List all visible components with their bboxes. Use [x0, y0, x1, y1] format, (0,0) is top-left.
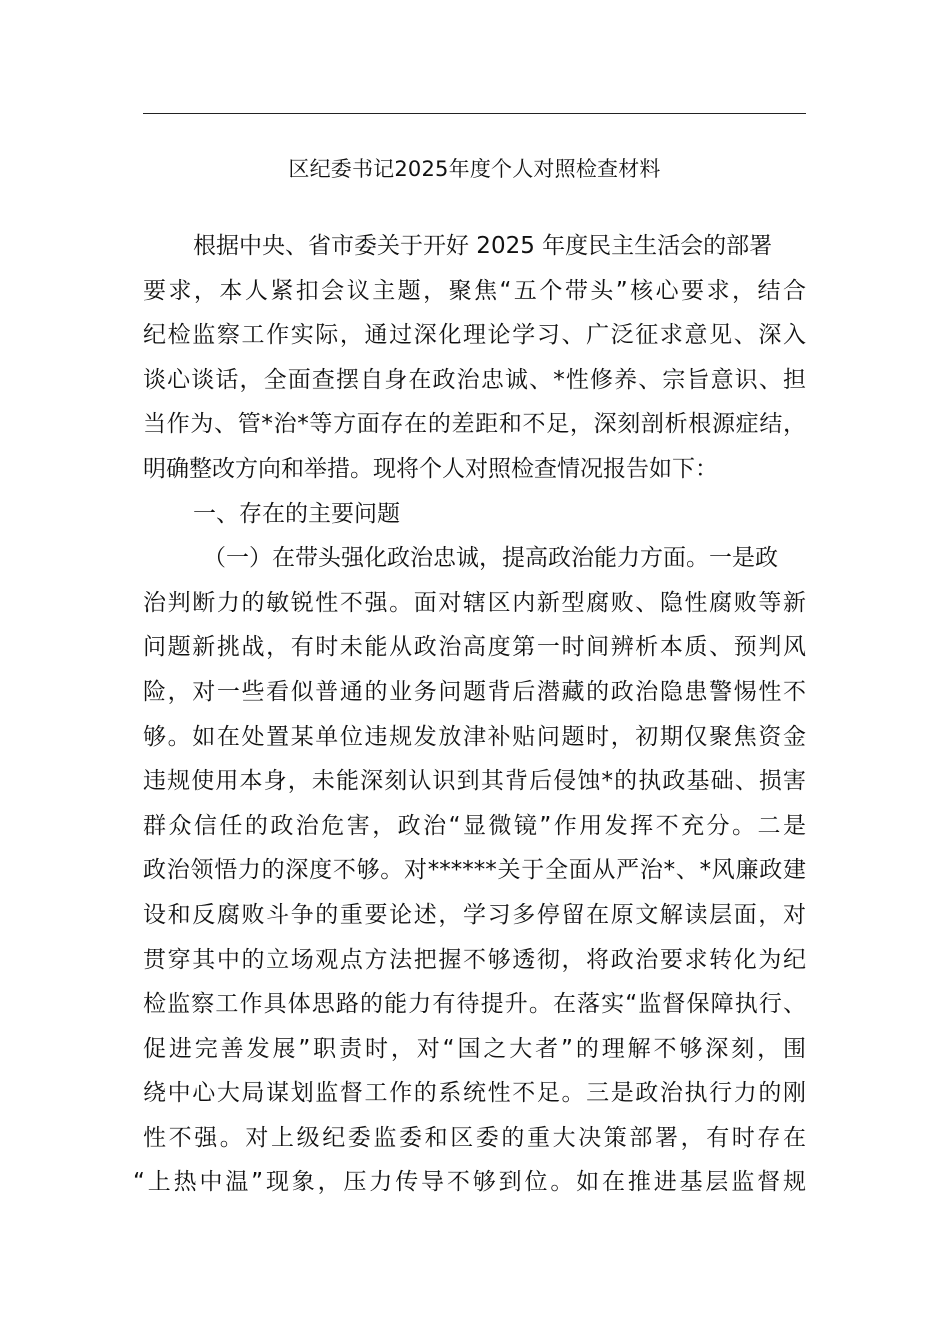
body-line: “上热中温”现象，压力传导不够到位。如在推进基层监督规 — [133, 1169, 806, 1196]
body-line: 性不强。对上级纪委监委和区委的重大决策部署，有时存在 — [143, 1124, 806, 1151]
body-line: 检监察工作具体思路的能力有待提升。在落实“监督保障执行、 — [143, 991, 806, 1018]
section-heading: 一、存在的主要问题 — [193, 500, 400, 527]
body-line: 险，对一些看似普通的业务问题背后潜藏的政治隐患警惕性不 — [143, 678, 806, 705]
body-line: 问题新挑战，有时未能从政治高度第一时间辨析本质、预判风 — [143, 634, 806, 661]
body-line: 当作为、管*治*等方面存在的差距和不足，深刻剖析根源症结， — [143, 411, 806, 438]
document-title: 区纪委书记2025年度个人对照检查材料 — [288, 157, 661, 181]
body-line: 谈心谈话，全面查摆自身在政治忠诚、*性修养、宗旨意识、担 — [143, 366, 806, 393]
header-rule — [143, 113, 806, 114]
body-line: 够。如在处置某单位违规发放津补贴问题时，初期仅聚焦资金 — [143, 723, 806, 750]
body-line: 贯穿其中的立场观点方法把握不够透彻，将政治要求转化为纪 — [143, 946, 806, 973]
body-line: 群众信任的政治危害，政治“显微镜”作用发挥不充分。二是 — [143, 812, 806, 839]
body-line: 根据中央、省市委关于开好 2025 年度民主生活会的部署 — [193, 233, 773, 259]
body-line: 违规使用本身，未能深刻认识到其背后侵蚀*的执政基础、损害 — [143, 768, 806, 795]
body-line: 纪检监察工作实际，通过深化理论学习、广泛征求意见、深入 — [143, 322, 806, 349]
body-line: 治判断力的敏锐性不强。面对辖区内新型腐败、隐性腐败等新 — [143, 589, 806, 616]
body-line: 明确整改方向和举措。现将个人对照检查情况报告如下： — [143, 455, 718, 482]
body-line: 要求，本人紧扣会议主题，聚焦“五个带头”核心要求，结合 — [143, 277, 806, 304]
body-line: 政治领悟力的深度不够。对******关于全面从严治*、*风廉政建 — [143, 857, 806, 884]
body-line: 促进完善发展”职责时，对“国之大者”的理解不够深刻，围 — [143, 1035, 806, 1062]
body-line: 设和反腐败斗争的重要论述，学习多停留在原文解读层面，对 — [143, 901, 806, 928]
body-line: 绕中心大局谋划监督工作的系统性不足。三是政治执行力的刚 — [143, 1080, 806, 1107]
document-body — [133, 224, 806, 1205]
body-line: （一）在带头强化政治忠诚，提高政治能力方面。一是政 — [203, 545, 778, 572]
